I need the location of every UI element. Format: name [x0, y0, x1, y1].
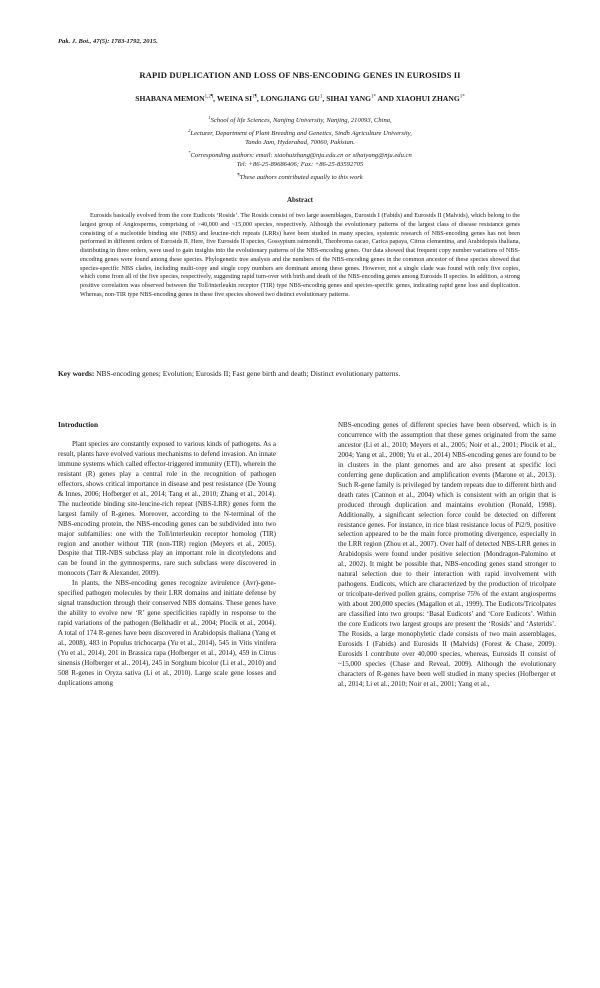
- author-name: LONGJIANG GU: [260, 94, 320, 103]
- author-affiliation-mark: 1¶: [252, 94, 257, 100]
- affiliation-line: ¶These authors contributed equally to this work: [237, 171, 363, 181]
- author-list: SHABANA $MEMON^{1,2\P}$, WEINA $SI^{1\P}$, LONGJIANG $GU^1$, SIHAI $YANG^{1*}$ AND XIAOHUI $ZHANG^{1*}$: [135, 94, 465, 103]
- affiliation-mark: *: [188, 149, 191, 155]
- affiliation-line: $^1$School of life Sciences, Nanjing University, Nanjing, 210093, China,: [208, 115, 392, 125]
- paragraph: Plant species are constantly exposed to various kinds of pathogens. As a result, plants have evolved various mechanisms to defend invasion. An innate immune systems which called effector-triggered immunity (ETI), wherein the resistant (R) genes play a central role in the recognition of pathogen effectors, shows critical importance in disease and pest resistance (De Young & Innes, 2006; Hofberger et al., 2014; Tang et al., 2010; Zhang et al., 2014). The nucleotide binding site-leucine-rich repeat (NBS-LRR) genes form the largest family of R-genes. Moreover, according to the N-terminal of the NBS-encoding protein, the NBS-encoding genes can be subdivided into two major subfamilies: one with the Toll/interleukin receptor homolog (TIR) region and another without TIR (non-TIR) region (Meyers et al., 2005). Despite that TIR-NBS subclass play an important role in dicotyledons and can be found in the gymnosperms, rare such subclass were discovered in monocots (Tarr & Alexander, 2009).: [58, 440, 276, 578]
- author-affiliation-mark: 1*: [371, 94, 377, 100]
- paragraph: NBS-encoding genes of different species have been observed, which is in concurrence with the assumption that these genes originated from the same ancestor (Li et al., 2010; Meyers et al., 2005; Noir et al., 2001; Plocik et al., 2004; Yang et al., 2008; Yu et al., 2014) NBS-encoding genes are found to be in clusters in the plant genomes and are also present at specific loci conferring gene duplication and amplification events (Marone et al., 2013). Such R-gene family is privileged by tandem repeats due to different birth and death rates (Cannon et al., 2004) which is consistent with an origin that is produced through duplication and maintains evolution (Ronald, 1998). Additionally, a significant selection force could be detected on different resistance genes. For instance, in rice blast resistance locus of Pi2/9, positive selection appeared to be the main force promoting divergence, especially in the LRR region (Zhou et al., 2007). Over half of detected NBS-LRR genes in Arabidopsis were found under positive selection (Mondragon-Palomino et al., 2002). It might be possible that, NBS-encoding genes stand stronger to natural selection due to their interaction with rapid involvement with pathogens. Eudicots, which are characterized by the production of tricolpate or tricolpate-derived pollen grains, comprise 75% of the extant angiosperms with about 200,000 species (Magallon et al., 1999). The Eudicots/Tricolpates are classified into two groups: ‘Basal Eudicots’ and ‘Core Eudicots’. Within the core Eudicots two largest groups are present the ‘Rosids’ and ‘Asterids’. The Rosids, a large monophyletic clade consists of two main assemblages, Eurosids I (Fabids) and Eurosids II (Malvids) (Forest & Chase, 2009). Eurosids I contribute over 40,000 species, whereas, Eurosids II consist of ~15,000 species (Chase and Reveal, 2009). Although the evolutionary characters of R-genes have been well studied in many species (Hofberger et al., 2014; Li et al., 2010; Noir et al., 2001; Yang et al.,: [338, 421, 556, 688]
- affiliation-line: Tel: +86-25-89686406; Fax: +86-25-83592705: [236, 161, 364, 169]
- right-column: [338, 421, 556, 690]
- author-name: WEINA SI: [216, 94, 253, 103]
- affiliations: [70, 113, 530, 182]
- author-name: AND XIAOHUI ZHANG: [377, 94, 460, 103]
- paper-title: RAPID DUPLICATION AND LOSS OF NBS-ENCODING GENES IN EUROSIDS II: [139, 70, 461, 80]
- affiliation-mark: 1: [208, 115, 211, 120]
- keywords-label: Key words:: [58, 369, 95, 378]
- affiliation-line: *Corresponding authors: email: xiaohuizhang@nju.edu.cn or sihaiyang@nju.edu.cn: [188, 149, 412, 159]
- author-affiliation-mark: 1: [319, 94, 323, 100]
- author-affiliation-mark: 1*: [459, 94, 465, 100]
- author-name: SIHAI YANG: [326, 94, 372, 103]
- affiliation-mark: ¶: [237, 171, 240, 177]
- author-affiliation-mark: 1,2¶: [204, 94, 214, 100]
- abstract-body: Eurosids basically evolved from the core Eudicots ‘Rosids’. The Rosids consist of two large assemblages, Eurosids I (Fabids) and Eurosids II (Malvids), which belong to the largest group of Angiosperms, comprising of >40,000 and ~15,000 species, respectively. Although the evolutionary patterns of the largest class of disease resistance genes consisting of a nucleotide binding site (NBS) and leucine-rich repeats (LRRs) have been studied in many species, systemic research of NBS-encoding genes has not been performed in different orders of Eurosids II. Here, five Eurosids II species, Gossypium raimondii, Theobroma cacao, Carica papaya, Citrus clementina, and Arabidopsis thaliana, distributing in three orders, were used to gain insights into the evolutionary patterns of the NBS-encoding genes. Our data showed that frequent copy number variations of NBS-encoding genes were found among these species. Phylogenetic tree analysis and the numbers of the NBS-encoding genes in the common ancestor of these species showed that species-specific NBS clades, including multi-copy and single copy numbers are dominant among these genes. However, not a single clade was found with only five copies, which come from all of the five species, respectively, suggesting rapid turn-over with birth and death of the NBS-encoding genes among Eurosids II species. In addition, a strong positive correlation was observed between the Toll/interleukin receptor (TIR) type NBS-encoding genes and species-specific genes, indicating rapid gene loss and duplication. Whereas, non-TIR type NBS-encoding genes in these five species showed two distinct evolutionary patterns.: [80, 212, 520, 298]
- introduction-heading: Introduction: [58, 420, 99, 429]
- keywords: [58, 369, 546, 378]
- author-name: SHABANA MEMON: [135, 94, 205, 103]
- keywords-text: NBS-encoding genes; Evolution; Eurosids II; Fast gene birth and death; Distinct evolutionary patterns.: [96, 369, 401, 378]
- affiliation-mark: 2: [188, 127, 191, 133]
- abstract-heading: Abstract: [286, 196, 314, 204]
- affiliation-line: Tando Jam, Hyderabad, 70060, Pakistan.: [245, 139, 355, 147]
- affiliation-line: $^2$Lecturer, Department of Plant Breeding and Genetics, Sindh Agriculture University,: [188, 127, 412, 137]
- left-column: [58, 440, 276, 689]
- paragraph: In plants, the NBS-encoding genes recognize avirulence (Avr)-gene-specified pathogen molecules by their LRR domains and initiate defense by signal transduction through their conserved NBS domains. These genes have the ability to evolve new ‘R’ gene specificities rapidly in response to the rapid variations of the pathogen (Belkhadir et al., 2004; Plocik et al., 2004). A total of 174 R-genes have been discovered in Arabidopsis thaliana (Yang et al., 2008), 483 in Populus trichocarpa (Yu et al., 2014), 545 in Vitis vinifera (Yu et al., 2014), 201 in Brassica rapa (Hofberger et al., 2014), 459 in Citrus sinensis (Hofberger et al., 2014), 245 in Sorghum bicolor (Li et al., 2010) and 508 R-genes in Oryza sativa (Li et al., 2010). Large scale gene losses and duplications among: [58, 579, 276, 687]
- journal-reference: Pak. J. Bot., 47(5): 1783-1792, 2015.: [58, 38, 158, 45]
